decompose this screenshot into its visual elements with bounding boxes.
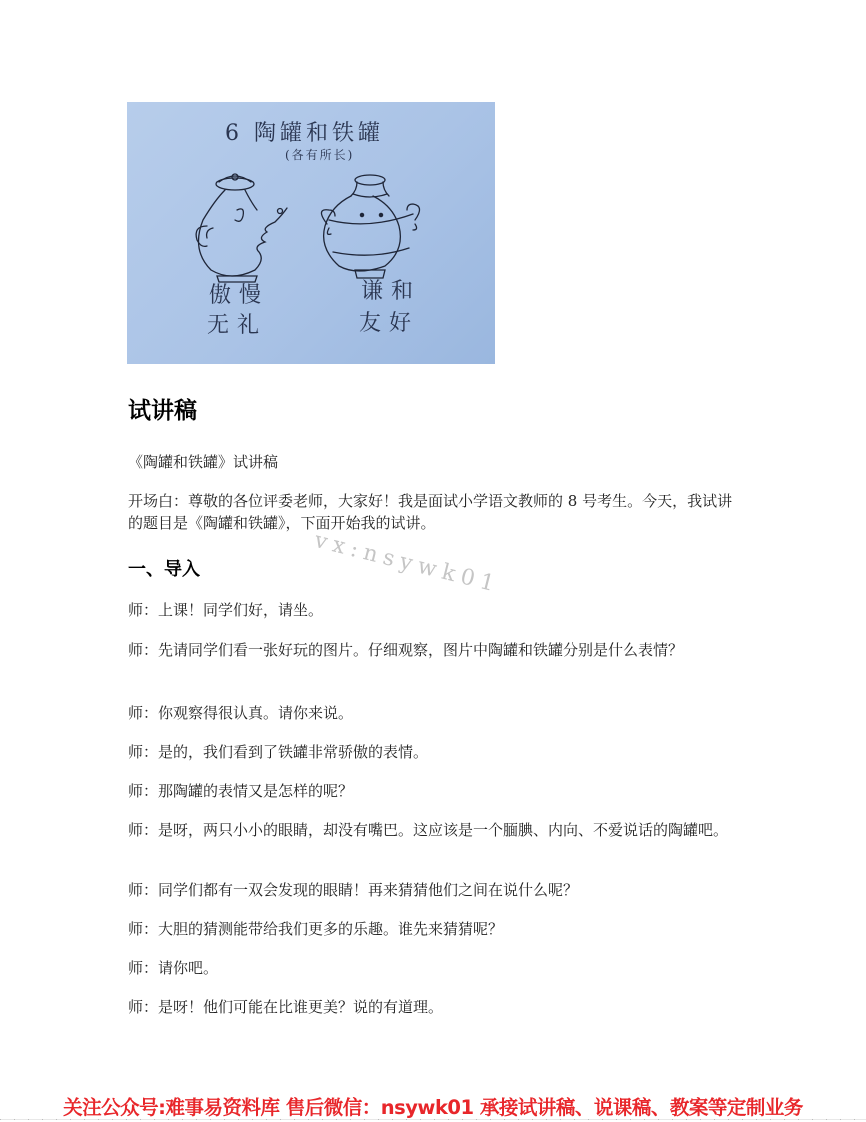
page-heading: 试讲稿 bbox=[128, 398, 197, 424]
dialogue-line: 师：那陶罐的表情又是怎样的呢？ bbox=[128, 782, 354, 800]
dialogue-line: 师：同学们都有一双会发现的眼睛！再来猜猜他们之间在说什么呢？ bbox=[128, 881, 579, 899]
left-caption-line2: 无礼 bbox=[207, 313, 268, 338]
dialogue-line: 师：大胆的猜测能带给我们更多的乐趣。谁先来猜猜呢？ bbox=[128, 920, 504, 938]
section-heading-intro: 一、导入 bbox=[128, 559, 200, 580]
dialogue-line: 师：你观察得很认真。请你来说。 bbox=[128, 704, 354, 722]
lesson-illustration bbox=[127, 102, 495, 364]
left-caption-line1: 傲慢 bbox=[209, 283, 270, 308]
dialogue-line: 师：是呀，两只小小的眼睛，却没有嘴巴。这应该是一个腼腆、内向、不爱说话的陶罐吧。 bbox=[128, 821, 729, 839]
right-caption-line2: 友好 bbox=[359, 311, 420, 336]
dialogue-line: 师：是呀！他们可能在比谁更美？说的有道理。 bbox=[128, 998, 444, 1016]
right-caption-line1: 谦和 bbox=[361, 279, 422, 304]
dialogue-line: 师：先请同学们看一张好玩的图片。仔细观察，图片中陶罐和铁罐分别是什么表情？ bbox=[128, 641, 684, 659]
footer-promo-banner: 关注公众号:难事易资料库 售后微信：nsywk01 承接试讲稿、说课稿、教案等定制业务 bbox=[63, 1096, 803, 1119]
doc-title: 《陶罐和铁罐》试讲稿 bbox=[128, 453, 279, 471]
opening-paragraph: 开场白：尊敬的各位评委老师，大家好！我是面试小学语文教师的 8 号考生。今天，我试讲的题目是《陶罐和铁罐》，下面开始我的试讲。 bbox=[128, 492, 733, 532]
illustration-title: 6 陶罐和铁罐 bbox=[225, 121, 384, 146]
illustration-subtitle: (各有所长) bbox=[285, 148, 355, 162]
dialogue-line: 师：是的，我们看到了铁罐非常骄傲的表情。 bbox=[128, 743, 429, 761]
dialogue-line: 师：请你吧。 bbox=[128, 959, 219, 977]
dialogue-line: 师：上课！同学们好，请坐。 bbox=[128, 601, 324, 619]
watermark-text: vx:nsywk01 bbox=[311, 528, 503, 599]
footer-divider bbox=[0, 1119, 866, 1120]
